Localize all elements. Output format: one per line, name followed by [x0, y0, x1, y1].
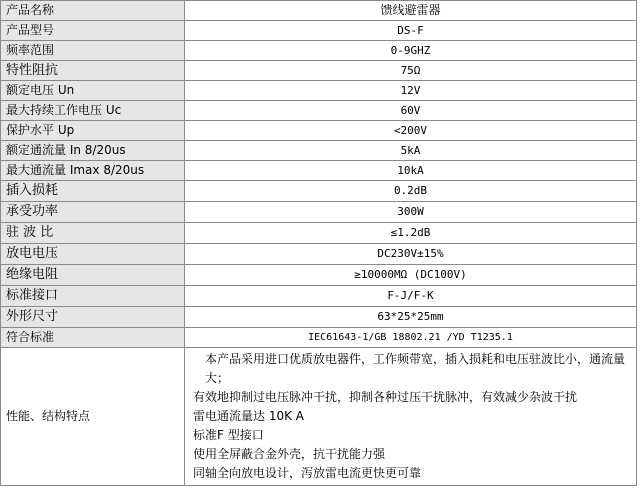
row-label: 符合标准	[1, 328, 185, 348]
row-value: 0.2dB	[185, 181, 637, 202]
table-row	[1, 286, 637, 307]
features-row	[1, 348, 637, 486]
row-label: 放电电压	[1, 244, 185, 265]
feature-line: 同轴全向放电设计，泻放雷电流更快更可靠	[193, 466, 422, 480]
row-value: 0-9GHZ	[185, 41, 637, 61]
row-value: <200V	[185, 121, 637, 141]
row-value: ≤1.2dB	[185, 223, 637, 244]
row-label: 保护水平 Up	[1, 121, 185, 141]
table-row	[1, 181, 637, 202]
table-row	[1, 307, 637, 328]
row-label: 特性阻抗	[1, 61, 185, 81]
table-row	[1, 223, 637, 244]
row-value: DC230V±15%	[185, 244, 637, 265]
feature-line: 有效地抑制过电压脉冲干扰，抑制各种过压干扰脉冲，有效减少杂波干扰	[193, 390, 578, 404]
row-value: 300W	[185, 202, 637, 223]
table-row	[1, 61, 637, 81]
features-label: 性能、结构特点	[1, 348, 185, 486]
row-value: ≥10000MΩ (DC100V)	[185, 265, 637, 286]
row-label: 标准接口	[1, 286, 185, 307]
table-row	[1, 101, 637, 121]
row-label: 额定通流量 In 8/20us	[1, 141, 185, 161]
product-name-value: 馈线避雷器	[185, 1, 637, 21]
row-value: IEC61643-1/GB 18802.21 /YD T1235.1	[185, 328, 637, 348]
row-value: 60V	[185, 101, 637, 121]
table-row	[1, 41, 637, 61]
table-row	[1, 161, 637, 181]
row-label: 额定电压 Un	[1, 81, 185, 101]
row-value: DS-F	[185, 21, 637, 41]
table-row	[1, 244, 637, 265]
row-label: 最大持续工作电压 Uc	[1, 101, 185, 121]
row-value: 12V	[185, 81, 637, 101]
table-row	[1, 81, 637, 101]
row-value: 75Ω	[185, 61, 637, 81]
row-label: 绝缘电阻	[1, 265, 185, 286]
row-value: 5kA	[185, 141, 637, 161]
table-row	[1, 121, 637, 141]
feature-line: 雷电通流量达 10K A	[193, 409, 304, 423]
row-label: 产品型号	[1, 21, 185, 41]
row-label: 承受功率	[1, 202, 185, 223]
product-name-label: 产品名称	[1, 1, 185, 21]
table-row	[1, 328, 637, 348]
table-row	[1, 1, 637, 21]
table-row	[1, 202, 637, 223]
feature-line: 使用全屏蔽合金外壳，抗干扰能力强	[193, 447, 386, 461]
feature-line: 本产品采用进口优质放电器件，工作频带宽，插入损耗和电压驻波比小，通流量大；	[205, 352, 626, 385]
row-label: 插入损耗	[1, 181, 185, 202]
table-row	[1, 141, 637, 161]
row-value: 10kA	[185, 161, 637, 181]
feature-line: 标准F 型接口	[193, 428, 264, 442]
row-label: 频率范围	[1, 41, 185, 61]
row-label: 外形尺寸	[1, 307, 185, 328]
features-text	[185, 348, 637, 486]
table-row	[1, 265, 637, 286]
row-value: 63*25*25mm	[185, 307, 637, 328]
row-label: 驻 波 比	[1, 223, 185, 244]
row-label: 最大通流量 Imax 8/20us	[1, 161, 185, 181]
table-row	[1, 21, 637, 41]
row-value: F-J/F-K	[185, 286, 637, 307]
